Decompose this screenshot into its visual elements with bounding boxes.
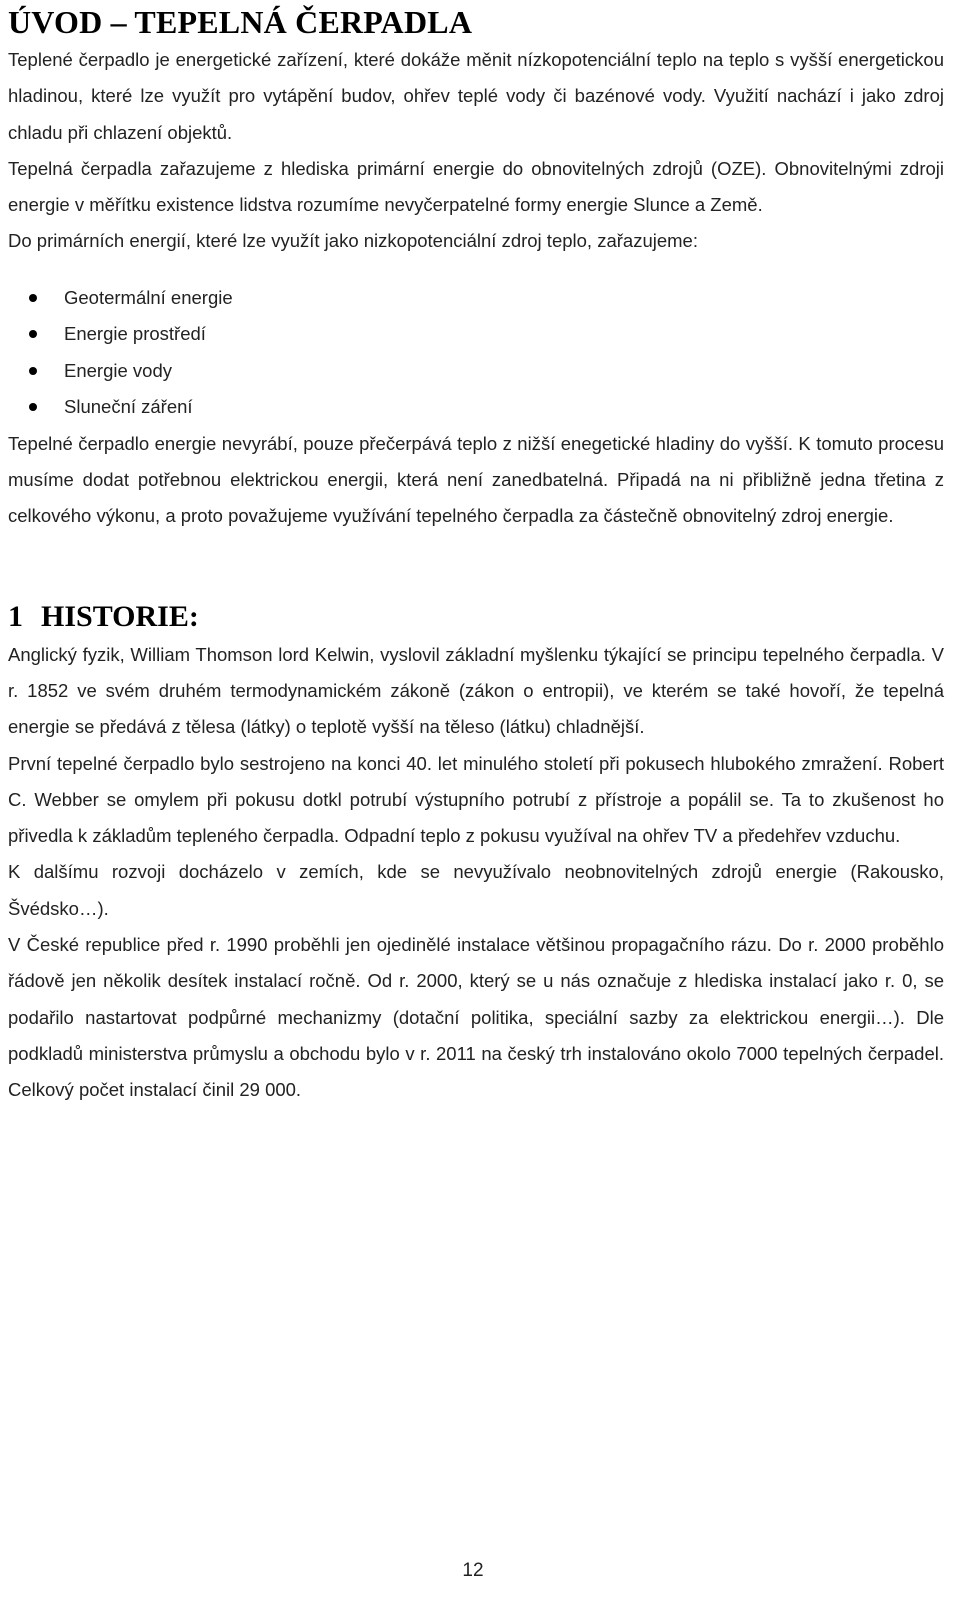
list-item-text: Energie prostředí — [64, 323, 206, 345]
bullet-icon — [29, 294, 37, 302]
list-item — [8, 353, 944, 390]
intro-paragraph-4: Tepelné čerpadlo energie nevyrábí, pouze přečerpává teplo z nižší enegetické hladiny do vyšší. K tomuto procesu musíme dodat potřebnou elektrickou energii, která není zanedbatelná. Připadá na ni přibližně jedna třetina z celkového výkonu, a proto považujeme využívání tepelného čerpadla za částečně obnovitelný zdroj energie. — [8, 432, 944, 527]
intro-paragraph-1: Teplené čerpadlo je energetické zařízení, které dokáže měnit nízkopotenciální teplo na teplo s vyšší energetickou hladinou, které lze využít pro vytápění budov, ohřev teplé vody či bazénové vody. Využití nachází i jako zdroj chladu při chlazení objektů. — [8, 49, 944, 143]
history-paragraph-1: Anglický fyzik, William Thomson lord Kelwin, vyslovil základní myšlenku týkající se principu tepelného čerpadla. V r. 1852 ve svém druhém termodynamickém zákoně (zákon o entropii), ve kterém se také hovoří, že tepelná energie se předává z tělesa (látky) o teplotě vyšší na těleso (látku) chladnější. — [8, 643, 944, 738]
list-item — [8, 389, 944, 426]
list-item — [8, 316, 944, 353]
document-page — [8, 0, 944, 1109]
history-paragraph-3: K dalšímu rozvoji docházelo v zemích, kde se nevyužívalo neobnovitelných zdrojů energie (Rakousko, Švédsko…). — [8, 861, 944, 919]
page-number: 12 — [462, 1560, 484, 1581]
bullet-icon — [29, 403, 37, 411]
history-paragraph-2: První tepelné čerpadlo bylo sestrojeno na konci 40. let minulého století při pokusech hlubokého zmražení. Robert C. Webber se omylem při pokusu dotkl potrubí výstupního potrubí z přístroje a popálil se. Ta to zkušenost ho přivedla k základům tepleného čerpadla. Odpadní teplo z pokusu využíval na ohřev TV a předehřev vzduchu. — [8, 752, 944, 847]
intro-paragraph-3: Do primárních energií, které lze využít jako nizkopotenciální zdroj teplo, zařazujeme: — [8, 230, 698, 252]
page-title: ÚVOD – TEPELNÁ ČERPADLA — [8, 4, 473, 40]
history-paragraph-4: V České republice před r. 1990 proběhli jen ojedinělé instalace většinou propagačního rázu. Do r. 2000 proběhlo řádově jen několik desítek instalací ročně. Od r. 2000, který se u nás označuje z hlediska instalací jako r. 0, se podařilo nastartovat podpůrné mechanizmy (dotační politika, speciální sazby za elektrickou energii…). Dle podkladů ministerstva průmyslu a obchodu bylo v r. 2011 na český trh instalováno okolo 7000 tepelných čerpadel. Celkový počet instalací činil 29 000. — [8, 934, 944, 1101]
section-number: 1 — [8, 599, 23, 633]
list-item-text: Geotermální energie — [64, 286, 233, 308]
bullet-icon — [29, 330, 37, 338]
intro-paragraph-2: Tepelná čerpadla zařazujeme z hlediska primární energie do obnovitelných zdrojů (OZE). Obnovitelnými zdroji energie v měřítku existence lidstva rozumíme nevyčerpatelné formy energie Slunce a Země. — [8, 157, 944, 216]
bullet-icon — [29, 367, 37, 375]
list-item — [8, 280, 944, 317]
list-item-text: Energie vody — [64, 359, 172, 381]
section-heading — [8, 597, 944, 637]
list-item-text: Sluneční záření — [64, 396, 193, 418]
energy-sources-list — [8, 280, 944, 426]
section-title: HISTORIE: — [41, 599, 199, 633]
